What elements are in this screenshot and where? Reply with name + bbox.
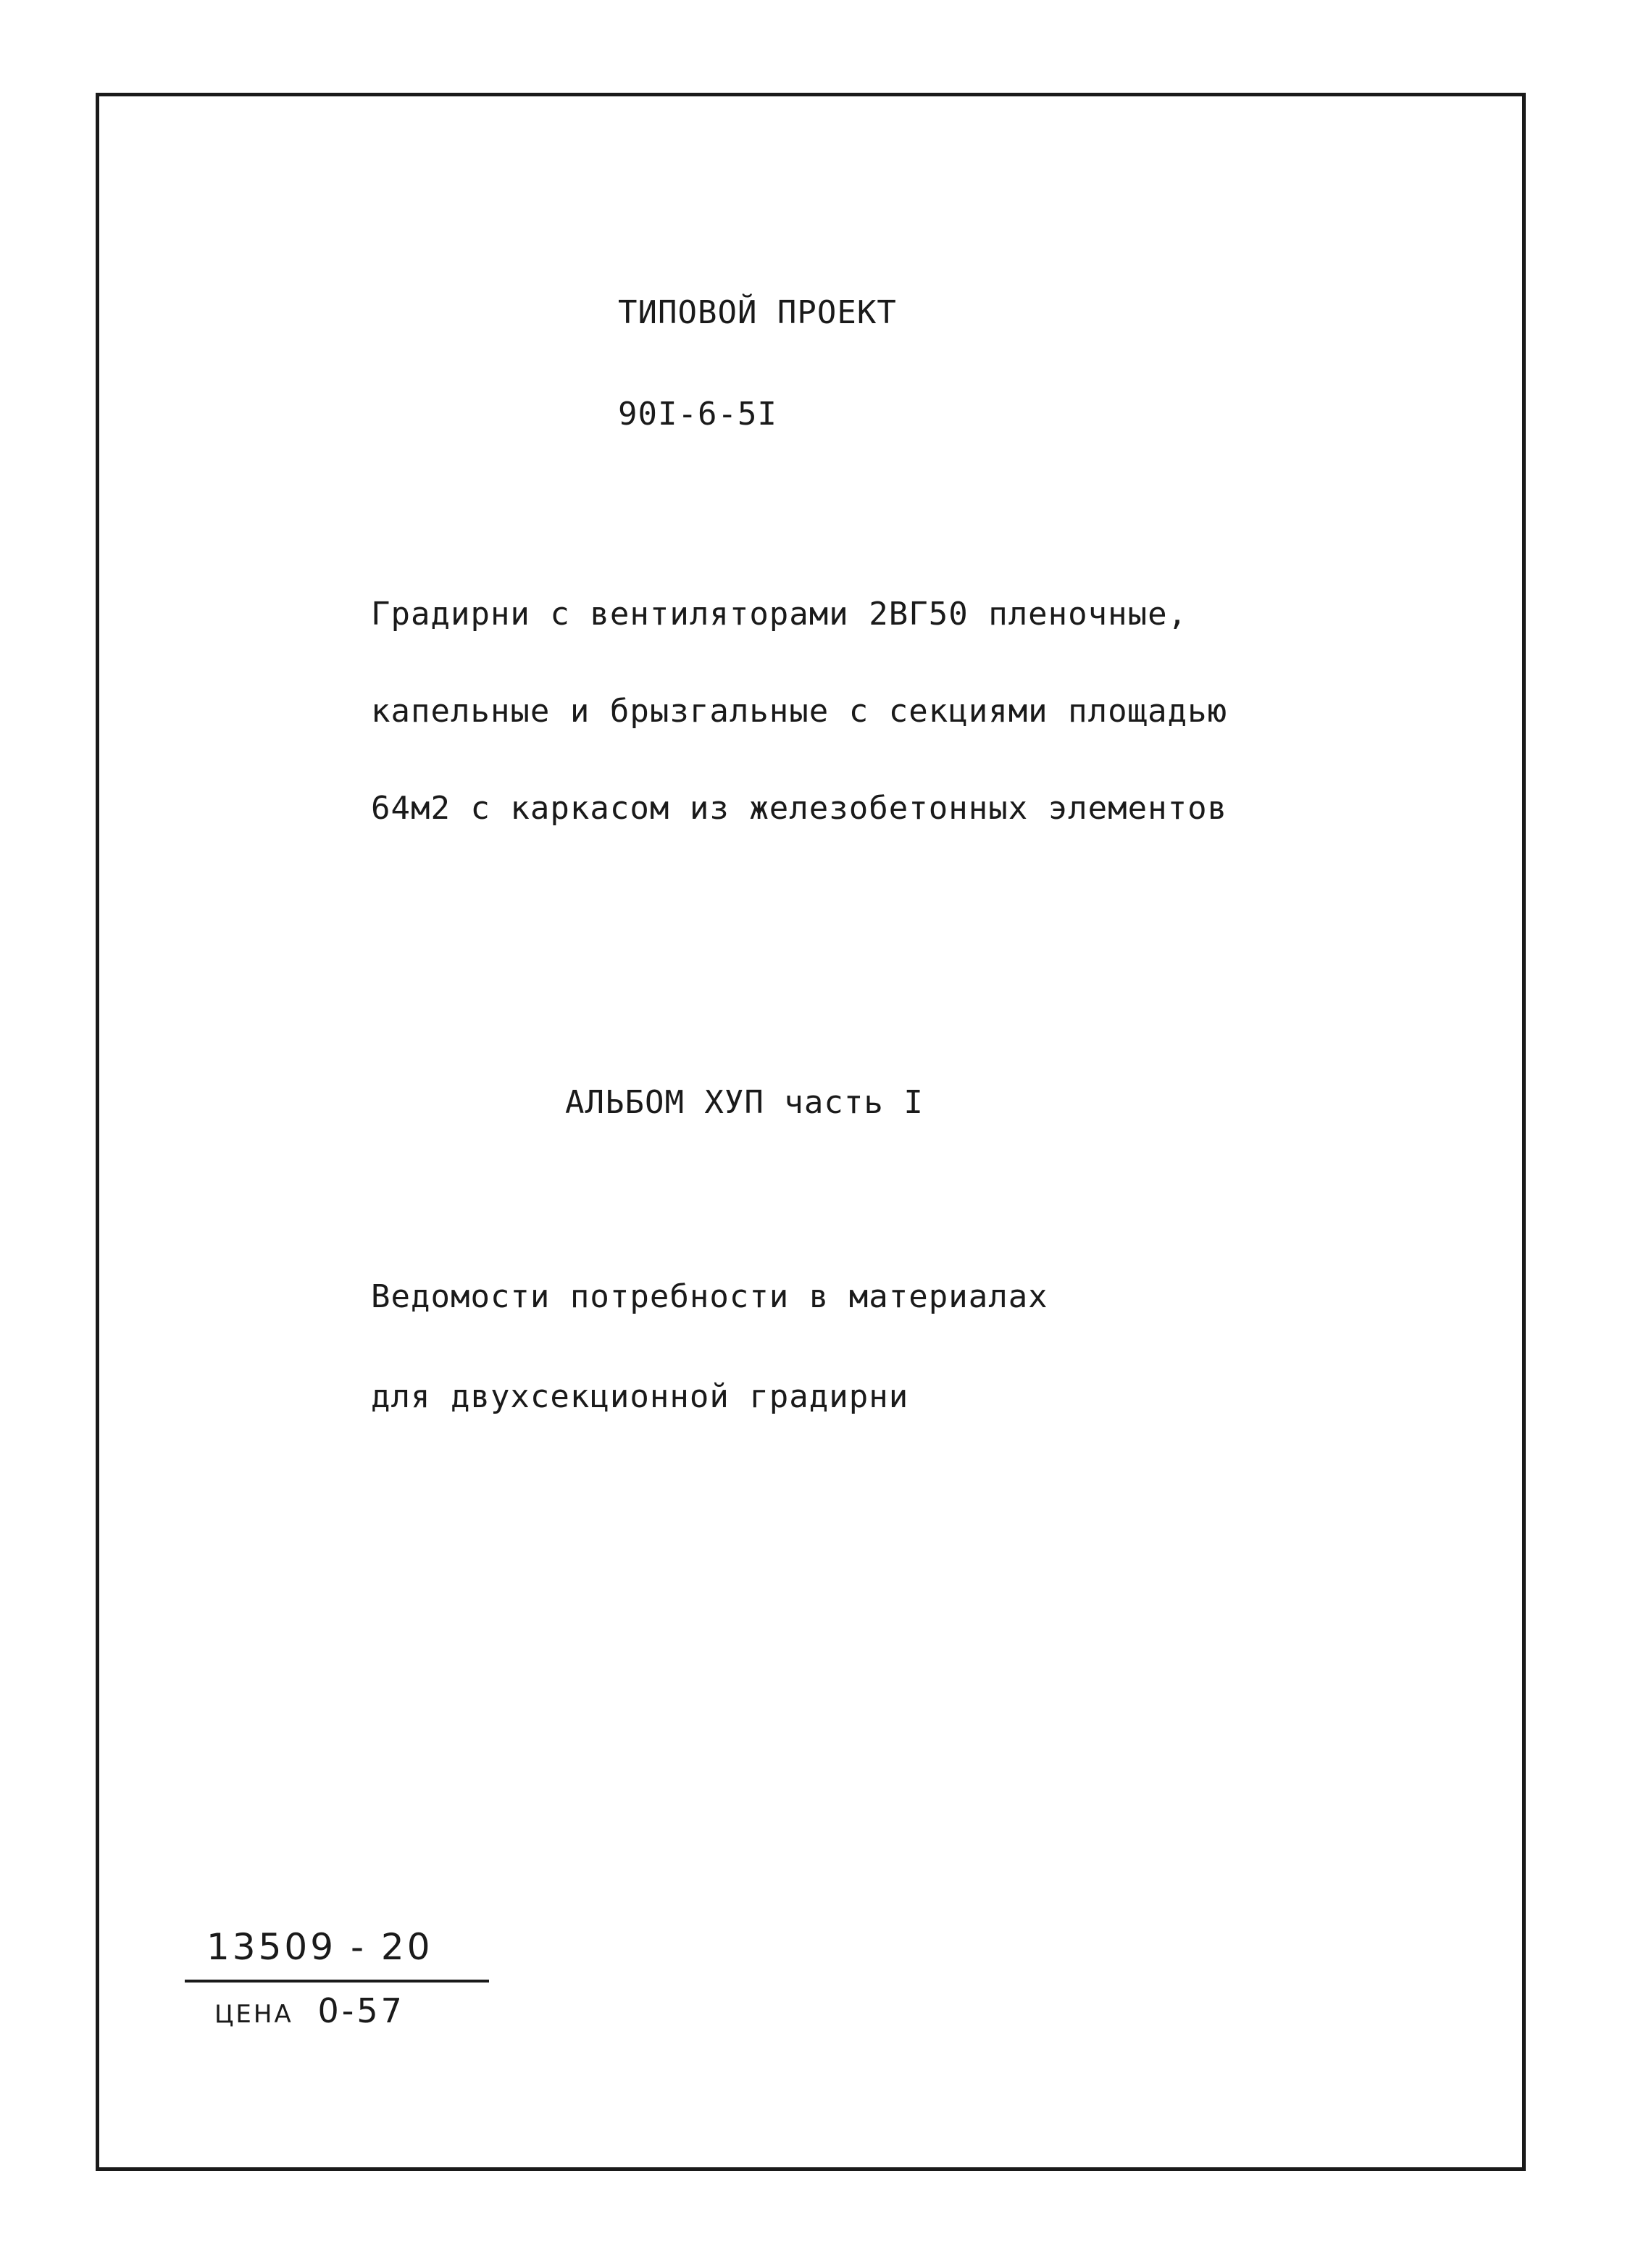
description-line-3: 64м2 с каркасом из железобетонных элементов: [371, 790, 1228, 827]
description-line-1: Градирни с вентиляторами 2ВГ50 пленочные,: [371, 596, 1188, 633]
page-frame: [96, 93, 1526, 2171]
project-code: 90I-6-5I: [618, 396, 777, 433]
album-heading: АЛЬБОМ ХУП часть I: [565, 1084, 924, 1121]
subtitle-line-1: Ведомости потребности в материалах: [371, 1278, 1048, 1315]
document-title: ТИПОВОЙ ПРОЕКТ: [618, 294, 897, 331]
price-label: ЦЕНА: [214, 2000, 293, 2029]
stamp-number: 13509 - 20: [206, 1926, 433, 1968]
stamp-divider: [185, 1980, 489, 1983]
stamp-price: [214, 1991, 405, 2030]
description-line-2: капельные и брызгальные с секциями площадью: [371, 693, 1228, 730]
subtitle-line-2: для двухсекционной градирни: [371, 1378, 909, 1415]
price-value: 0-57: [317, 1991, 405, 2030]
